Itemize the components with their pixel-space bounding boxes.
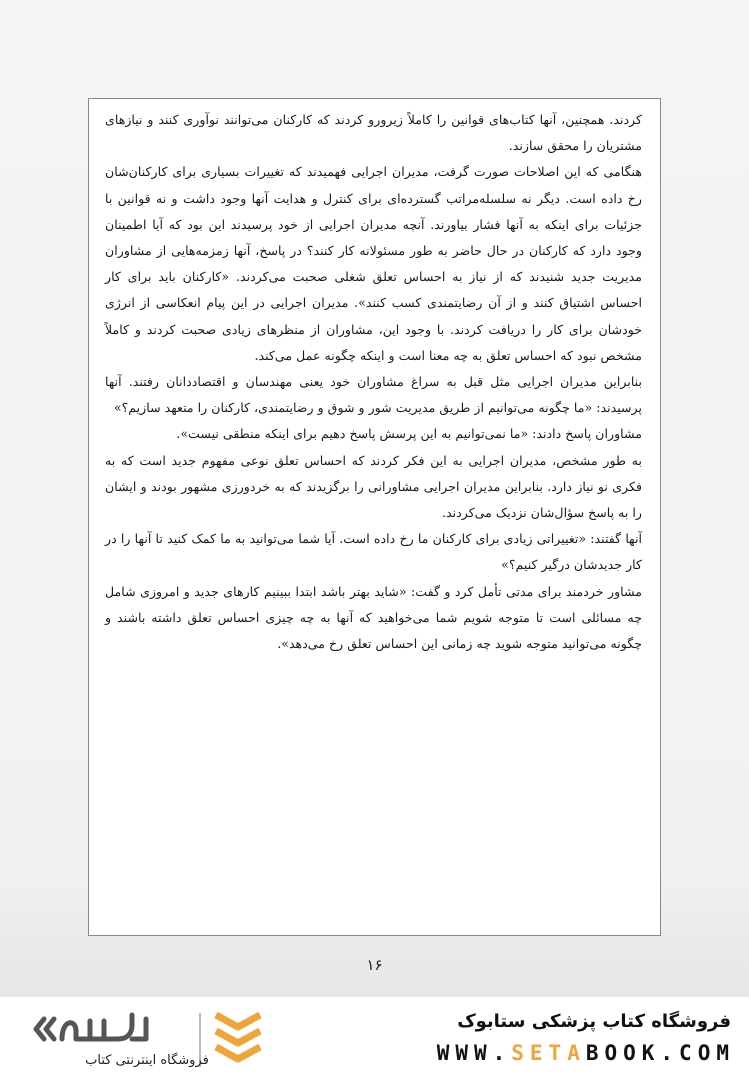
paragraph-2: هنگامی که این اصلاحات صورت گرفت، مدیران اجرایی فهمیدند که تغییرات بسیاری برای کارکنان‌شان رخ داده است. دیگر نه سلسله‌مراتب گسترده‌ای برای کنترل و هدایت آنها وجود داشت و نه قوانین با جزئیات برای اینکه به آنها فشار بیاورند. آنچه مدیران اجرایی از خود پرسیدند این بود که آیا اطمینان وجود دارد که کارکنان در حال حاضر به طور مسئولانه کار کنند؟ در پاسخ، آنها زمزمه‌هایی از مشاوران مدیریت جدید شنیدند که از نیاز به احساس تعلق شغلی صحبت می‌کردند. «کارکنان باید برای کار احساس اشتیاق کنند و از آن رضایتمندی کسب کنند». مدیران اجرایی در این پیام انعکاسی از انرژی خودشان برای کار را دریافت کردند. با وجود این، مشاوران از منظرهای زیادی صحبت کردند و کاملاً مشخص نبود که احساس تعلق به چه معنا است و اینکه چگونه عمل می‌کند. [105, 164, 642, 363]
store-name: فروشگاه کتاب پزشکی ستابوک [457, 1011, 731, 1032]
website-suffix: BOOK.COM [585, 1041, 735, 1065]
book-page [88, 98, 661, 936]
page-text [105, 107, 642, 657]
paragraph-5: به طور مشخص، مدیران اجرایی به این فکر کردند که احساس تعلق نوعی مفهوم جدید است که به فکری نو نیاز دارد. بنابراین مدیران اجرایی مشاورانی را برگزیدند که به خردورزی مشهور بودند و ایشان را به پاسخ سؤال‌شان نزدیک می‌کردند. [105, 452, 642, 521]
paragraph-6: آنها گفتند: «تغییراتی زیادی برای کارکنان ما رخ داده است. آیا شما می‌توانید به ما کمک کنید تا آنها را در کار جدیدشان درگیر کنیم؟» [105, 531, 642, 573]
paragraph-7: مشاور خردمند برای مدتی تأمل کرد و گفت: «شاید بهتر باشد ابتدا ببینیم کارهای جدید و امروزی شامل چه مسائلی است تا متوجه شویم شما می‌خواهید که آنها به چه چیزی احساس تعلق داشته باشند و چگونه می‌توانید متوجه شوید چه زمانی این احساس تعلق رخ می‌دهد». [105, 583, 642, 652]
website-url[interactable] [437, 1041, 735, 1065]
website-accent: SETA [511, 1041, 586, 1065]
setabook-logo [32, 1009, 282, 1071]
footer-banner [0, 997, 749, 1080]
paragraph-4: مشاوران پاسخ دادند: «ما نمی‌توانیم به این پرسش پاسخ دهیم برای اینکه منطقی نیست». [176, 426, 642, 442]
paragraph-3: بنابراین مدیران اجرایی مثل قبل به سراغ مشاوران خود یعنی مهندسان و اقتصاددانان رفتند. آنها پرسیدند: «ما چگونه می‌توانیم از طریق مدیریت شور و شوق و رضایتمندی، کارکنان را متعهد سازیم؟» [105, 374, 642, 416]
page-number: ۱۶ [366, 956, 383, 974]
logo-tagline: فروشگاه اینترنتی کتاب [85, 1053, 209, 1068]
paragraph-1: کردند. همچنین، آنها کتاب‌های قوانین را کاملاً زیرورو کردند که کارکنان می‌توانند نوآوری کنند و نیازهای مشتریان را محقق سازند. [105, 112, 642, 154]
website-prefix: WWW. [436, 1041, 512, 1065]
